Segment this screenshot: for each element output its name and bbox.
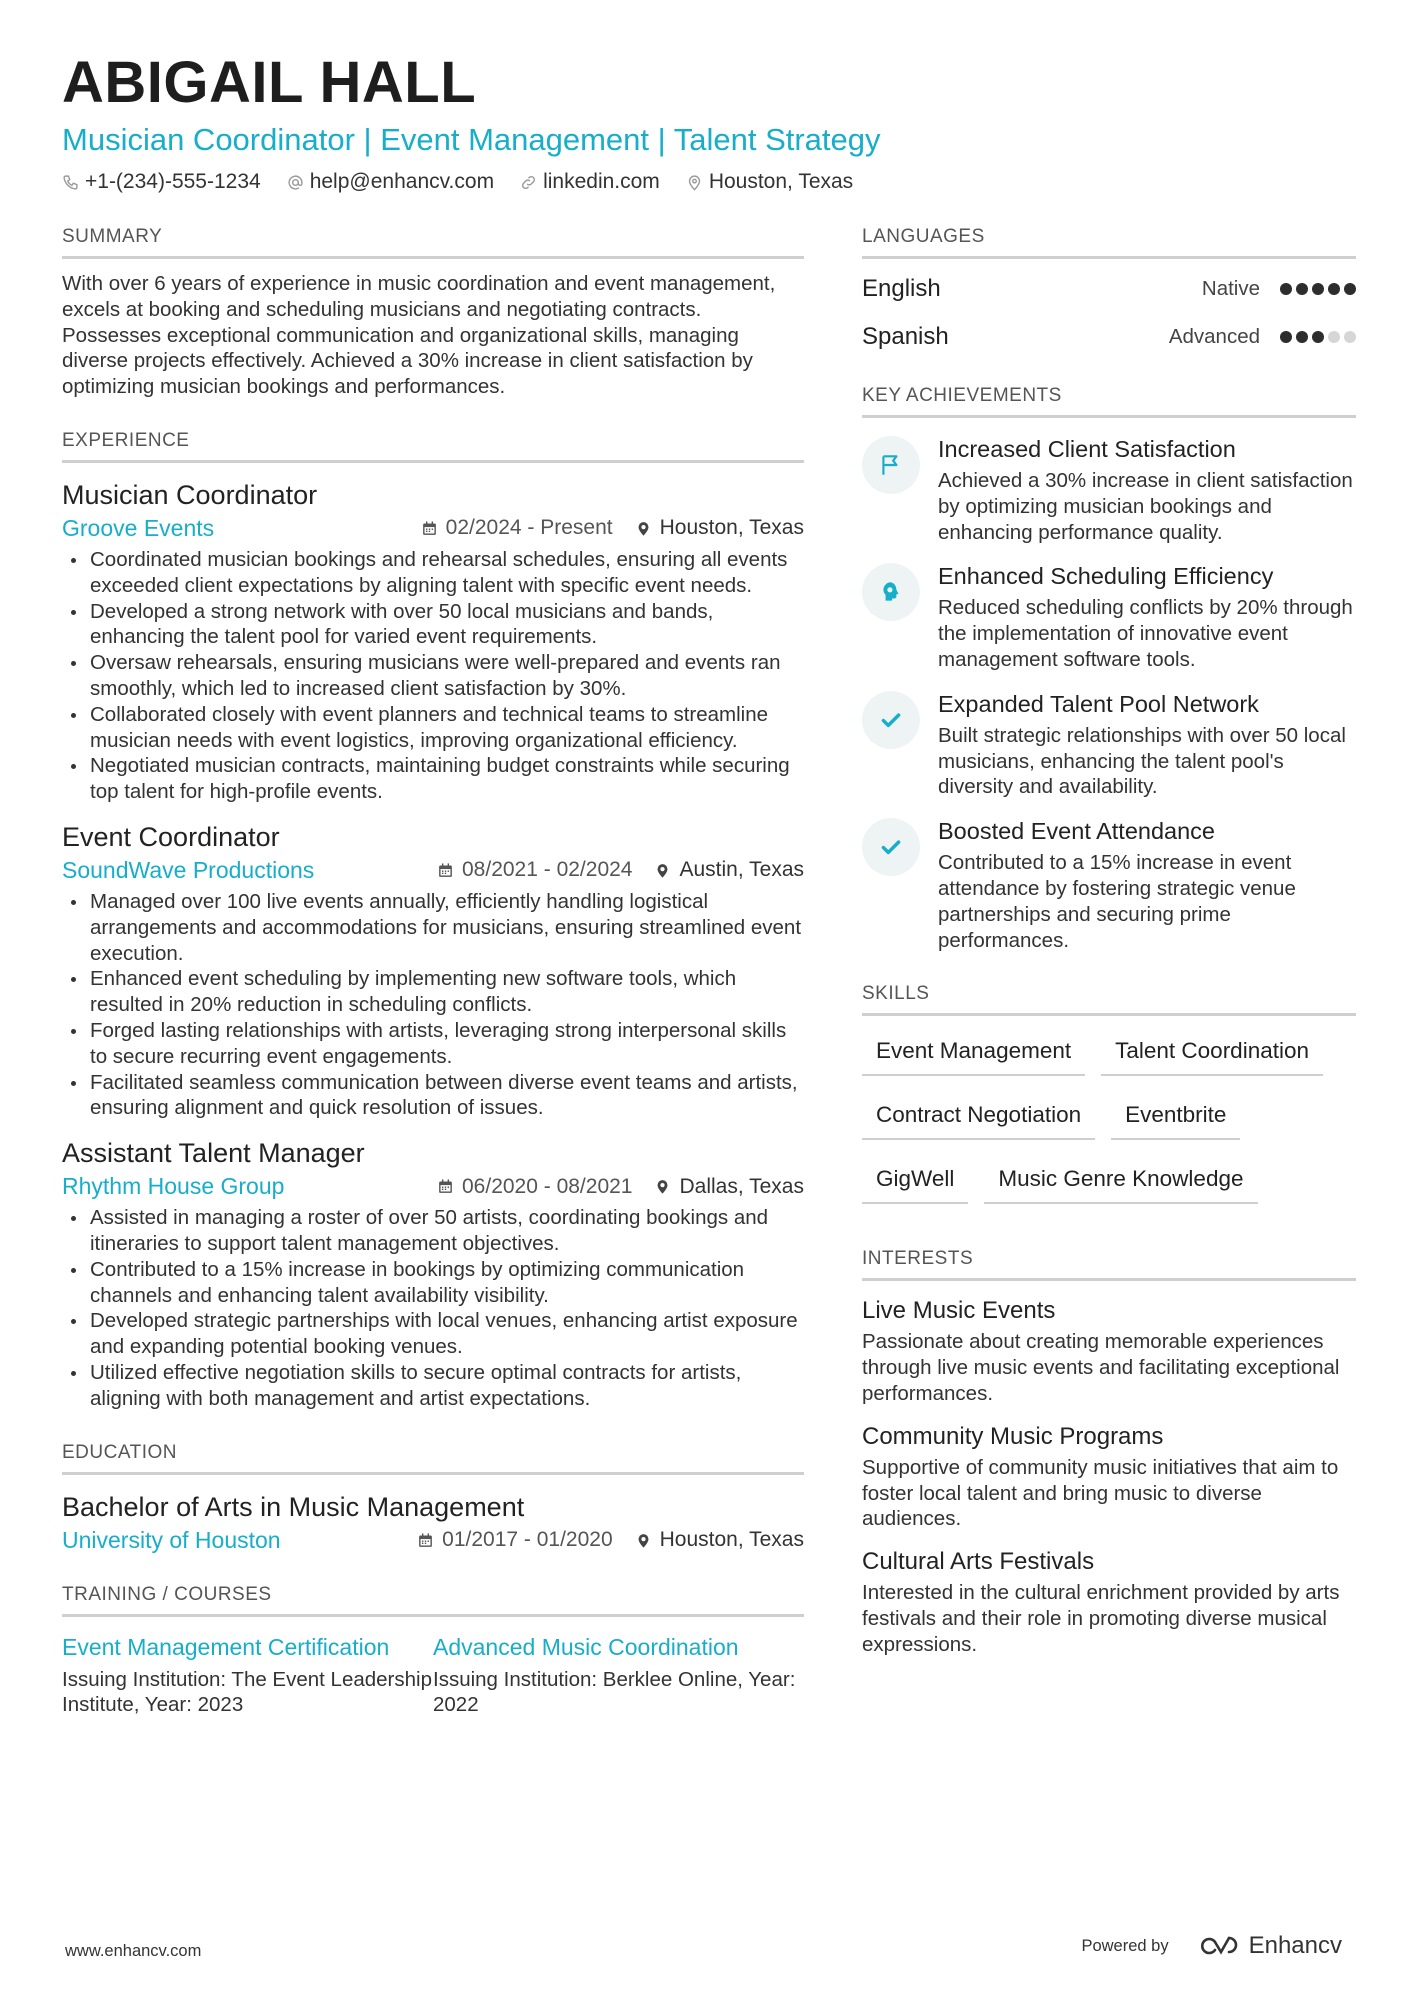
course-item <box>62 1633 433 1719</box>
map-pin-icon <box>686 174 703 191</box>
language-proficiency <box>1169 325 1356 349</box>
interest-item <box>862 1295 1356 1406</box>
summary-section <box>62 224 804 400</box>
rating-dot-filled <box>1280 283 1292 295</box>
language-proficiency <box>1202 277 1356 301</box>
achievement-icon-wrap <box>862 691 920 749</box>
interest-desc: Passionate about creating memorable experiences through live music events and facilitating exceptional performances. <box>862 1330 1340 1405</box>
flag-icon <box>878 452 904 478</box>
job-bullet: Contributed to a 15% increase in bookings by optimizing communication channels and enhancing talent availability visibility. <box>62 1257 804 1309</box>
achievement-item <box>862 689 1356 800</box>
job-entry <box>62 477 804 805</box>
contact-location <box>686 170 853 194</box>
job-bullet: Oversaw rehearsals, ensuring musicians were well-prepared and events ran smoothly, which led to increased client satisfaction by 30%. <box>62 650 804 702</box>
calendar-icon <box>437 862 454 879</box>
summary-heading: SUMMARY <box>62 224 804 259</box>
rating-dot-filled <box>1328 283 1340 295</box>
training-section <box>62 1582 804 1719</box>
achievement-desc: Contributed to a 15% increase in event attendance by fostering strategic venue partnerships and securing prime performances. <box>938 851 1296 952</box>
phone-icon <box>62 174 79 191</box>
job-location-text: Houston, Texas <box>659 516 804 540</box>
job-title: Assistant Talent Manager <box>62 1138 365 1169</box>
job-dates <box>421 516 613 540</box>
job-meta <box>62 857 804 884</box>
brain-icon <box>878 579 904 605</box>
job-info <box>421 516 804 540</box>
candidate-headline: Musician Coordinator | Event Management | Talent Strategy <box>62 122 881 157</box>
job-dates-text: 06/2020 - 08/2021 <box>462 1174 633 1198</box>
job-meta <box>62 515 804 542</box>
right-column <box>862 224 1356 1686</box>
rating-dot-filled <box>1312 331 1324 343</box>
job-dates-text: 02/2024 - Present <box>445 516 613 540</box>
job-dates-text: 08/2021 - 02/2024 <box>462 858 633 882</box>
experience-section <box>62 428 804 1412</box>
rating-dot-empty <box>1344 331 1356 343</box>
education-section <box>62 1440 804 1554</box>
job-info <box>437 858 804 882</box>
education-location <box>635 1528 804 1552</box>
education-location-text: Houston, Texas <box>659 1528 804 1551</box>
skill-tag: Eventbrite <box>1111 1090 1240 1140</box>
job-location-text: Dallas, Texas <box>679 1174 804 1198</box>
map-pin-icon <box>654 862 671 879</box>
rating-dot-filled <box>1296 283 1308 295</box>
achievement-desc: Achieved a 30% increase in client satisfaction by optimizing musician bookings and enhancing performance quality. <box>938 469 1353 544</box>
achievement-item <box>862 434 1356 545</box>
achievement-title: Increased Client Satisfaction <box>938 436 1236 462</box>
rating-dots <box>1276 283 1356 295</box>
enhancv-logo-icon <box>1195 1934 1241 1958</box>
job-bullet: Assisted in managing a roster of over 50 artists, coordinating bookings and itineraries to support talent management objectives. <box>62 1205 804 1257</box>
at-icon <box>287 174 304 191</box>
education-dates <box>417 1528 612 1552</box>
calendar-icon <box>417 1532 434 1549</box>
footer-branding <box>1081 1932 1342 1960</box>
left-column <box>62 224 804 1746</box>
interests-section <box>862 1246 1356 1657</box>
achievement-title: Expanded Talent Pool Network <box>938 690 1259 717</box>
job-bullet: Facilitated seamless communication between diverse event teams and artists, ensuring alignment and quick resolution of issues. <box>62 1070 804 1122</box>
course-desc: Issuing Institution: The Event Leadership Institute, Year: 2023 <box>62 1667 432 1717</box>
language-level: Advanced <box>1168 325 1260 348</box>
course-item <box>433 1633 804 1719</box>
skills-heading: SKILLS <box>862 981 1356 1016</box>
job-company: Groove Events <box>62 514 215 541</box>
skills-list <box>862 1026 1356 1218</box>
contact-bar <box>62 170 1362 194</box>
job-bullet: Enhanced event scheduling by implementing new software tools, which resulted in 20% reduction in scheduling conflicts. <box>62 966 804 1018</box>
job-bullet: Developed strategic partnerships with local venues, enhancing artist exposure and expanding potential booking venues. <box>62 1308 804 1360</box>
interest-title: Community Music Programs <box>862 1422 1164 1450</box>
summary-text: With over 6 years of experience in music coordination and event management, excels at booking and scheduling musicians and negotiating contracts. Possesses exceptional communication and organizational skills, managing diverse projects effectively. Achieved a 30% increase in client satisfaction by optimizing musician bookings and performances. <box>62 272 776 399</box>
map-pin-icon <box>635 1532 652 1549</box>
phone-text: +1-(234)-555-1234 <box>85 170 261 193</box>
job-location-text: Austin, Texas <box>679 858 804 882</box>
course-title: Advanced Music Coordination <box>433 1633 739 1660</box>
job-company: SoundWave Productions <box>62 856 315 883</box>
achievement-body <box>938 816 1356 953</box>
course-title: Event Management Certification <box>62 1633 390 1660</box>
language-item <box>862 271 1356 307</box>
education-info <box>417 1528 804 1552</box>
candidate-name: ABIGAIL HALL <box>62 50 477 115</box>
language-item <box>862 319 1356 355</box>
resume-header <box>62 50 1362 194</box>
language-level: Native <box>1201 277 1260 300</box>
contact-phone <box>62 170 261 194</box>
linkedin-text: linkedin.com <box>543 170 660 193</box>
achievement-body <box>938 561 1356 672</box>
brand-logo[interactable] <box>1195 1932 1342 1960</box>
languages-section <box>862 224 1356 355</box>
achievement-body <box>938 434 1356 545</box>
achievement-item <box>862 561 1356 672</box>
skill-tag: GigWell <box>862 1154 968 1204</box>
languages-heading: LANGUAGES <box>862 224 1356 259</box>
job-title: Musician Coordinator <box>62 479 318 510</box>
interest-title: Cultural Arts Festivals <box>862 1548 1095 1576</box>
achievement-icon-wrap <box>862 818 920 876</box>
job-info <box>437 1175 804 1199</box>
map-pin-icon <box>635 520 652 537</box>
check-icon <box>878 707 904 733</box>
calendar-icon <box>437 1178 454 1195</box>
job-entry <box>62 1135 804 1411</box>
achievement-icon-wrap <box>862 436 920 494</box>
map-pin-icon <box>654 1178 671 1195</box>
check-icon <box>878 834 904 860</box>
job-bullets <box>62 547 804 805</box>
rating-dot-filled <box>1296 331 1308 343</box>
job-bullet: Developed a strong network with over 50 local musicians and bands, enhancing the talent pool for varied event requirements. <box>62 599 804 651</box>
location-text: Houston, Texas <box>708 170 854 193</box>
achievement-desc: Reduced scheduling conflicts by 20% through the implementation of innovative event management software tools. <box>938 596 1353 671</box>
achievement-icon-wrap <box>862 563 920 621</box>
job-dates <box>437 1175 632 1199</box>
education-heading: EDUCATION <box>62 1440 804 1475</box>
education-dates-text: 01/2017 - 01/2020 <box>442 1528 613 1551</box>
degree-title: Bachelor of Arts in Music Management <box>62 1491 525 1522</box>
footer-website[interactable]: www.enhancv.com <box>65 1942 202 1960</box>
skill-tag: Music Genre Knowledge <box>984 1154 1257 1204</box>
job-bullets <box>62 889 804 1121</box>
interest-item <box>862 1421 1356 1532</box>
job-dates <box>437 858 632 882</box>
calendar-icon <box>421 520 438 537</box>
link-icon <box>520 174 537 191</box>
course-desc: Issuing Institution: Berklee Online, Year: 2022 <box>433 1667 796 1717</box>
job-company: Rhythm House Group <box>62 1173 285 1200</box>
achievement-body <box>938 689 1356 800</box>
contact-linkedin[interactable] <box>520 170 660 194</box>
job-bullet: Forged lasting relationships with artists, leveraging strong interpersonal skills to secure recurring event engagements. <box>62 1018 804 1070</box>
job-meta <box>62 1173 804 1200</box>
school-name: University of Houston <box>62 1526 281 1553</box>
contact-email[interactable] <box>287 170 494 194</box>
skill-tag: Contract Negotiation <box>862 1090 1095 1140</box>
rating-dot-filled <box>1280 331 1292 343</box>
skill-tag: Event Management <box>862 1026 1085 1076</box>
rating-dot-filled <box>1344 283 1356 295</box>
job-location <box>635 516 804 540</box>
achievement-item <box>862 816 1356 953</box>
job-bullet: Negotiated musician contracts, maintaining budget constraints while securing top talent for high-profile events. <box>62 753 804 805</box>
powered-by-label: Powered by <box>1081 1936 1169 1955</box>
rating-dots <box>1276 331 1356 343</box>
job-bullet: Coordinated musician bookings and rehearsal schedules, ensuring all events exceeded client expectations by aligning talent with specific event needs. <box>62 547 804 599</box>
job-bullet: Utilized effective negotiation skills to secure optimal contracts for artists, aligning with both management and artist expectations. <box>62 1360 804 1412</box>
achievements-heading: KEY ACHIEVEMENTS <box>862 383 1356 418</box>
achievement-title: Enhanced Scheduling Efficiency <box>938 563 1274 590</box>
job-bullets <box>62 1205 804 1411</box>
brand-name: Enhancv <box>1248 1932 1342 1959</box>
job-title: Event Coordinator <box>62 821 280 852</box>
job-location <box>654 1175 804 1199</box>
language-name: English <box>862 275 941 302</box>
skill-tag: Talent Coordination <box>1101 1026 1323 1076</box>
interest-desc: Interested in the cultural enrichment provided by arts festivals and their role in promoting diverse musical expressions. <box>862 1581 1340 1656</box>
job-bullet: Collaborated closely with event planners and technical teams to streamline musician needs with event logistics, improving organizational efficiency. <box>62 702 804 754</box>
rating-dot-empty <box>1328 331 1340 343</box>
education-meta <box>62 1527 804 1554</box>
skills-section <box>862 981 1356 1218</box>
job-entry <box>62 819 804 1121</box>
interest-item <box>862 1546 1356 1657</box>
language-name: Spanish <box>862 323 949 350</box>
interests-heading: INTERESTS <box>862 1246 1356 1281</box>
rating-dot-filled <box>1312 283 1324 295</box>
achievement-title: Boosted Event Attendance <box>938 818 1215 845</box>
courses-list <box>62 1633 804 1719</box>
email-text: help@enhancv.com <box>309 170 495 193</box>
job-location <box>654 858 804 882</box>
training-heading: TRAINING / COURSES <box>62 1582 804 1617</box>
achievement-desc: Built strategic relationships with over 50 local musicians, enhancing the talent pool's diversity and availability. <box>938 723 1346 799</box>
interest-desc: Supportive of community music initiatives that aim to foster local talent and bring music to diverse audiences. <box>862 1455 1339 1531</box>
interest-title: Live Music Events <box>862 1297 1056 1325</box>
achievements-section <box>862 383 1356 953</box>
experience-heading: EXPERIENCE <box>62 428 804 463</box>
job-bullet: Managed over 100 live events annually, efficiently handling logistical arrangements and accommodations for musicians, ensuring streamlined event execution. <box>62 889 804 966</box>
